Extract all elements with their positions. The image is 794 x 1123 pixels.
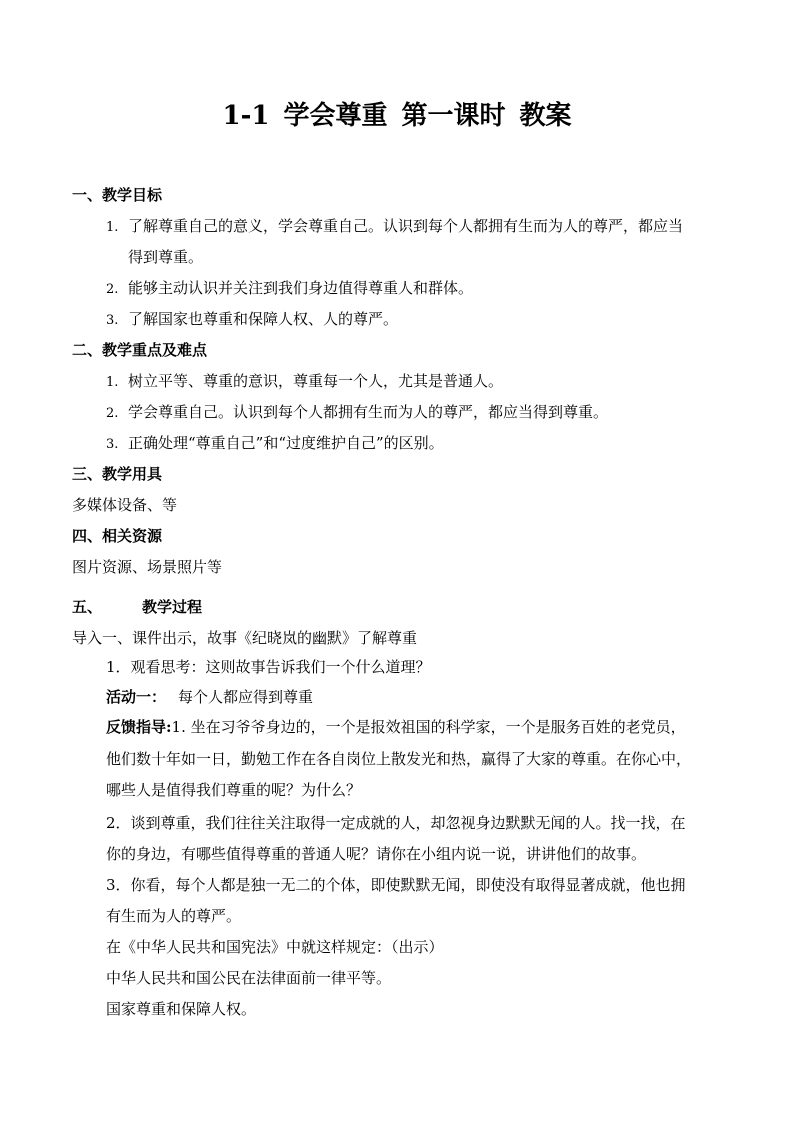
objective-item-1: 1. 了解尊重自己的意义，学会尊重自己。认识到每个人都拥有生而为人的尊严，都应当 <box>106 217 684 235</box>
objective-item-3: 3. 了解国家也尊重和保障人权、人的尊严。 <box>106 310 399 328</box>
feedback-paragraph-1-line-2: 他们数十年如一日，勤勉工作在各自岗位上散发光和热，赢得了大家的尊重。在你心中， <box>106 750 692 768</box>
activity-one: 活动一： 每个人都应得到尊重 <box>106 688 314 706</box>
title-code: 1-1 <box>222 101 270 131</box>
key-point-item-2: 2. 学会尊重自己。认识到每个人都拥有生而为人的尊严，都应当得到尊重。 <box>106 403 609 421</box>
feedback-paragraph-2: 2．谈到尊重，我们往往关注取得一定成就的人，却忽视身边默默无闻的人。找一找，在 <box>106 814 686 832</box>
feedback-paragraph-3-line-2: 有生而为人的尊严。 <box>106 907 242 925</box>
tools-text: 多媒体设备、等 <box>72 496 178 514</box>
section-heading-objectives: 一、教学目标 <box>72 186 163 204</box>
resources-text: 图片资源、场景照片等 <box>72 558 223 576</box>
key-point-item-1: 1. 树立平等、尊重的意识，尊重每一个人，尤其是普通人。 <box>106 372 504 390</box>
page-title <box>0 98 794 134</box>
constitution-clause-1: 中华人民共和国公民在法律面前一律平等。 <box>106 969 392 987</box>
title-main: 学会尊重 <box>283 101 388 131</box>
section-heading-tools: 三、教学用具 <box>72 465 163 483</box>
title-kind: 教案 <box>519 101 572 131</box>
feedback-paragraph-2-line-2: 你的身边，有哪些值得尊重的普通人呢？请你在小组内说一说，讲讲他们的故事。 <box>106 845 647 863</box>
feedback-paragraph-1-line-3: 哪些人是值得我们尊重的呢？为什么？ <box>106 781 362 799</box>
process-question-1: 1．观看思考：这则故事告诉我们一个什么道理？ <box>106 658 431 676</box>
feedback-paragraph-1: 反馈指导:1. 坐在习爷爷身边的，一个是报效祖国的科学家，一个是服务百姓的老党员， <box>106 718 686 736</box>
feedback-paragraph-3: 3．你看，每个人都是独一无二的个体，即使默默无闻，即使没有取得显著成就，他也拥 <box>106 876 686 894</box>
key-point-item-3: 3. 正确处理“尊重自己”和“过度维护自己”的区别。 <box>106 434 444 452</box>
section-heading-process: 五、 教学过程 <box>72 598 203 616</box>
objective-item-2: 2. 能够主动认识并关注到我们身边值得尊重人和群体。 <box>106 279 474 297</box>
section-heading-resources: 四、相关资源 <box>72 527 163 545</box>
constitution-clause-2: 国家尊重和保障人权。 <box>106 1000 257 1018</box>
title-lesson: 第一课时 <box>401 101 506 131</box>
section-heading-key-points: 二、教学重点及难点 <box>72 341 208 359</box>
process-intro: 导入一、课件出示，故事《纪晓岚的幽默》了解尊重 <box>72 629 418 647</box>
objective-item-1-continued: 得到尊重。 <box>128 248 204 266</box>
constitution-intro: 在《中华人民共和国宪法》中就这样规定：（出示） <box>106 938 444 956</box>
